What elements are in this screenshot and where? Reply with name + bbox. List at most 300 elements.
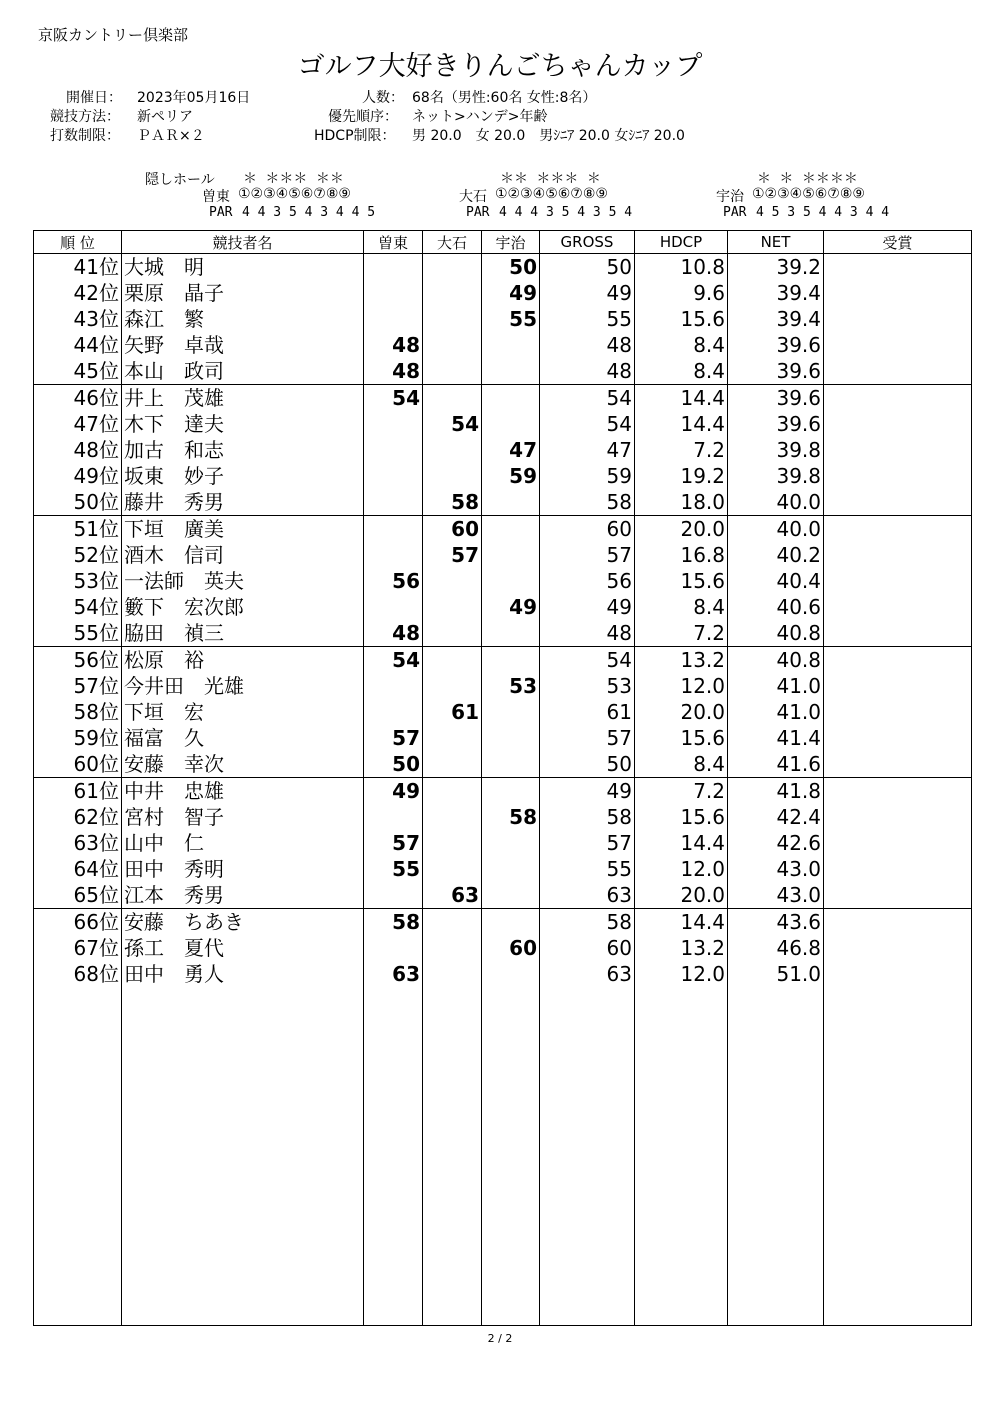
award-cell	[824, 568, 972, 594]
net-cell: 43.6	[728, 909, 824, 936]
gross-cell: 49	[540, 594, 635, 620]
table-row	[34, 516, 972, 543]
gross-cell: 48	[540, 358, 635, 385]
sotsuka-score-cell	[364, 489, 423, 516]
gross-cell: 50	[540, 254, 635, 281]
award-cell	[824, 437, 972, 463]
net-cell: 40.8	[728, 620, 824, 647]
net-cell: 41.6	[728, 751, 824, 778]
rank-cell: 49位	[34, 463, 122, 489]
rank-cell: 59位	[34, 725, 122, 751]
sotsuka-score-cell: 63	[364, 961, 423, 987]
sotsuka-score-cell: 58	[364, 909, 423, 936]
uji-score-cell: 50	[482, 254, 540, 281]
hdcp-cell: 20.0	[635, 699, 728, 725]
rank-cell: 51位	[34, 516, 122, 543]
net-cell: 41.0	[728, 699, 824, 725]
table-row	[34, 699, 972, 725]
table-row	[34, 280, 972, 306]
oishi-score-cell	[423, 306, 482, 332]
table-row	[34, 463, 972, 489]
rank-cell: 52位	[34, 542, 122, 568]
name-cell: 栗原 晶子	[122, 280, 364, 306]
course-oishi-par: 4 4 4 3 5 4 3 5 4	[499, 205, 633, 220]
rank-cell: 64位	[34, 856, 122, 882]
award-cell	[824, 909, 972, 936]
sotsuka-score-cell: 57	[364, 830, 423, 856]
net-cell: 43.0	[728, 856, 824, 882]
award-cell	[824, 882, 972, 909]
course-oishi-par-label: PAR	[466, 205, 490, 220]
uji-score-cell: 49	[482, 280, 540, 306]
net-cell: 41.0	[728, 673, 824, 699]
net-cell: 39.6	[728, 385, 824, 412]
hdcp-cell: 8.4	[635, 594, 728, 620]
name-cell: 下垣 廣美	[122, 516, 364, 543]
uji-score-cell	[482, 385, 540, 412]
uji-score-cell	[482, 516, 540, 543]
course-uji-par: 4 5 3 5 4 4 3 4 4	[756, 205, 890, 220]
net-cell: 42.6	[728, 830, 824, 856]
oishi-score-cell	[423, 725, 482, 751]
empty-cell	[635, 987, 728, 1326]
uji-score-cell	[482, 961, 540, 987]
name-cell: 下垣 宏	[122, 699, 364, 725]
gross-cell: 49	[540, 778, 635, 805]
hdcp-cell: 14.4	[635, 385, 728, 412]
rank-cell: 50位	[34, 489, 122, 516]
hdcp-cell: 8.4	[635, 332, 728, 358]
oishi-score-cell	[423, 385, 482, 412]
table-row	[34, 489, 972, 516]
rank-cell: 56位	[34, 647, 122, 674]
gross-cell: 58	[540, 804, 635, 830]
name-cell: 本山 政司	[122, 358, 364, 385]
net-cell: 40.0	[728, 516, 824, 543]
oishi-score-cell	[423, 673, 482, 699]
award-cell	[824, 620, 972, 647]
hdcp-cell: 12.0	[635, 673, 728, 699]
net-cell: 39.8	[728, 463, 824, 489]
date-value: 2023年05月16日	[137, 90, 251, 106]
gross-cell: 48	[540, 620, 635, 647]
award-cell	[824, 961, 972, 987]
method-value: 新ペリア	[137, 109, 193, 125]
hdcp-cell: 20.0	[635, 516, 728, 543]
rank-cell: 67位	[34, 935, 122, 961]
sotsuka-score-cell: 48	[364, 358, 423, 385]
award-cell	[824, 594, 972, 620]
page-title: ゴルフ大好きりんごちゃんカップ	[297, 51, 703, 82]
name-cell: 森江 繁	[122, 306, 364, 332]
name-cell: 木下 達夫	[122, 411, 364, 437]
empty-filler-row	[34, 987, 972, 1326]
gross-cell: 56	[540, 568, 635, 594]
hdcp-cell: 15.6	[635, 568, 728, 594]
hdcp-cell: 13.2	[635, 935, 728, 961]
hdcp-cell: 18.0	[635, 489, 728, 516]
award-cell	[824, 647, 972, 674]
sotsuka-score-cell	[364, 699, 423, 725]
award-cell	[824, 699, 972, 725]
gross-cell: 61	[540, 699, 635, 725]
uji-score-cell	[482, 332, 540, 358]
gross-cell: 63	[540, 882, 635, 909]
limit-label: 打数制限：	[50, 128, 120, 144]
award-cell	[824, 254, 972, 281]
rank-cell: 54位	[34, 594, 122, 620]
award-cell	[824, 751, 972, 778]
award-cell	[824, 280, 972, 306]
date-label: 開催日：	[66, 90, 122, 106]
table-row	[34, 332, 972, 358]
oishi-score-cell	[423, 568, 482, 594]
award-cell	[824, 489, 972, 516]
net-cell: 41.8	[728, 778, 824, 805]
oishi-score-cell: 57	[423, 542, 482, 568]
oishi-score-cell	[423, 909, 482, 936]
award-cell	[824, 935, 972, 961]
course-sotsuka-par: 4 4 3 5 4 3 4 4 5	[242, 205, 376, 220]
empty-cell	[728, 987, 824, 1326]
hdcp-limit-label: HDCP制限：	[314, 128, 396, 144]
net-cell: 39.4	[728, 306, 824, 332]
sotsuka-score-cell	[364, 411, 423, 437]
net-cell: 39.2	[728, 254, 824, 281]
name-cell: 酒木 信司	[122, 542, 364, 568]
hdcp-cell: 14.4	[635, 909, 728, 936]
gross-cell: 60	[540, 516, 635, 543]
name-cell: 孫工 夏代	[122, 935, 364, 961]
table-row	[34, 882, 972, 909]
club-name: 京阪カントリー倶楽部	[38, 26, 189, 44]
award-cell	[824, 830, 972, 856]
uji-score-cell	[482, 542, 540, 568]
name-cell: 福富 久	[122, 725, 364, 751]
name-cell: 籔下 宏次郎	[122, 594, 364, 620]
hdcp-limit-value: 男 20.0 女 20.0 男ｼﾆｱ 20.0 女ｼﾆｱ 20.0	[412, 128, 685, 144]
table-header-row	[34, 231, 972, 254]
award-cell	[824, 542, 972, 568]
table-row	[34, 620, 972, 647]
course-uji-par-label: PAR	[723, 205, 747, 220]
uji-score-cell: 60	[482, 935, 540, 961]
table-row	[34, 856, 972, 882]
results-table	[33, 230, 972, 1326]
gross-cell: 63	[540, 961, 635, 987]
table-row	[34, 751, 972, 778]
uji-score-cell	[482, 778, 540, 805]
oishi-score-cell	[423, 332, 482, 358]
table-row	[34, 673, 972, 699]
sotsuka-score-cell: 50	[364, 751, 423, 778]
name-cell: 矢野 卓哉	[122, 332, 364, 358]
hdcp-cell: 16.8	[635, 542, 728, 568]
oishi-score-cell	[423, 437, 482, 463]
table-row	[34, 830, 972, 856]
course-uji-holes: ①②③④⑤⑥⑦⑧⑨	[752, 186, 865, 202]
net-cell: 42.4	[728, 804, 824, 830]
oishi-score-cell	[423, 830, 482, 856]
uji-score-cell	[482, 411, 540, 437]
table-row	[34, 594, 972, 620]
oishi-score-cell	[423, 961, 482, 987]
gross-cell: 55	[540, 306, 635, 332]
hdcp-cell: 10.8	[635, 254, 728, 281]
header-sotsuka: 曽東	[364, 231, 423, 254]
hdcp-cell: 7.2	[635, 620, 728, 647]
table-row	[34, 961, 972, 987]
name-cell: 藤井 秀男	[122, 489, 364, 516]
gross-cell: 60	[540, 935, 635, 961]
table-row	[34, 935, 972, 961]
hdcp-cell: 12.0	[635, 961, 728, 987]
course-sotsuka-holes: ①②③④⑤⑥⑦⑧⑨	[238, 186, 351, 202]
gross-cell: 58	[540, 489, 635, 516]
rank-cell: 57位	[34, 673, 122, 699]
award-cell	[824, 778, 972, 805]
uji-score-cell	[482, 882, 540, 909]
name-cell: 脇田 禎三	[122, 620, 364, 647]
net-cell: 39.6	[728, 411, 824, 437]
name-cell: 中井 忠雄	[122, 778, 364, 805]
uji-score-cell	[482, 358, 540, 385]
gross-cell: 48	[540, 332, 635, 358]
header-net: NET	[728, 231, 824, 254]
course-oishi-name: 大石	[459, 189, 487, 205]
rank-cell: 60位	[34, 751, 122, 778]
award-cell	[824, 332, 972, 358]
oishi-score-cell	[423, 620, 482, 647]
gross-cell: 53	[540, 673, 635, 699]
uji-score-cell	[482, 909, 540, 936]
net-cell: 39.6	[728, 358, 824, 385]
net-cell: 39.4	[728, 280, 824, 306]
gross-cell: 58	[540, 909, 635, 936]
rank-cell: 61位	[34, 778, 122, 805]
sotsuka-score-cell	[364, 673, 423, 699]
header-award: 受賞	[824, 231, 972, 254]
name-cell: 大城 明	[122, 254, 364, 281]
method-label: 競技方法：	[50, 109, 120, 125]
header-name: 競技者名	[122, 231, 364, 254]
empty-cell	[364, 987, 423, 1326]
hidden-hole-label: 隠しホール	[145, 172, 215, 188]
empty-cell	[540, 987, 635, 1326]
gross-cell: 54	[540, 647, 635, 674]
hdcp-cell: 15.6	[635, 725, 728, 751]
oishi-score-cell	[423, 254, 482, 281]
table-row	[34, 725, 972, 751]
oishi-score-cell: 58	[423, 489, 482, 516]
name-cell: 安藤 幸次	[122, 751, 364, 778]
oishi-score-cell	[423, 647, 482, 674]
gross-cell: 47	[540, 437, 635, 463]
oishi-score-cell	[423, 280, 482, 306]
sotsuka-score-cell	[364, 306, 423, 332]
net-cell: 39.6	[728, 332, 824, 358]
rank-cell: 58位	[34, 699, 122, 725]
table-row	[34, 542, 972, 568]
award-cell	[824, 411, 972, 437]
table-row	[34, 306, 972, 332]
hdcp-cell: 15.6	[635, 804, 728, 830]
name-cell: 安藤 ちあき	[122, 909, 364, 936]
empty-cell	[824, 987, 972, 1326]
rank-cell: 65位	[34, 882, 122, 909]
uji-score-cell	[482, 830, 540, 856]
rank-cell: 55位	[34, 620, 122, 647]
name-cell: 山中 仁	[122, 830, 364, 856]
gross-cell: 54	[540, 385, 635, 412]
award-cell	[824, 385, 972, 412]
rank-cell: 47位	[34, 411, 122, 437]
uji-score-cell	[482, 489, 540, 516]
rank-cell: 66位	[34, 909, 122, 936]
sotsuka-score-cell	[364, 463, 423, 489]
rank-cell: 62位	[34, 804, 122, 830]
oishi-score-cell	[423, 751, 482, 778]
table-row	[34, 358, 972, 385]
rank-cell: 44位	[34, 332, 122, 358]
gross-cell: 57	[540, 725, 635, 751]
limit-value: ＰＡＲ×２	[137, 128, 205, 144]
header-hdcp: HDCP	[635, 231, 728, 254]
name-cell: 一法師 英夫	[122, 568, 364, 594]
sotsuka-score-cell	[364, 882, 423, 909]
uji-score-cell: 58	[482, 804, 540, 830]
course-sotsuka-name: 曽東	[202, 189, 230, 205]
award-cell	[824, 804, 972, 830]
empty-cell	[122, 987, 364, 1326]
hdcp-cell: 9.6	[635, 280, 728, 306]
rank-cell: 63位	[34, 830, 122, 856]
name-cell: 今井田 光雄	[122, 673, 364, 699]
oishi-score-cell: 60	[423, 516, 482, 543]
uji-score-cell	[482, 699, 540, 725]
sotsuka-score-cell	[364, 542, 423, 568]
page-number: 2 / 2	[487, 1332, 513, 1345]
gross-cell: 49	[540, 280, 635, 306]
rank-cell: 43位	[34, 306, 122, 332]
uji-score-cell	[482, 620, 540, 647]
sotsuka-score-cell	[364, 935, 423, 961]
header-gross: GROSS	[540, 231, 635, 254]
award-cell	[824, 673, 972, 699]
sotsuka-score-cell	[364, 437, 423, 463]
name-cell: 坂東 妙子	[122, 463, 364, 489]
oishi-score-cell	[423, 778, 482, 805]
course-uji-name: 宇治	[716, 189, 744, 205]
table-row	[34, 411, 972, 437]
gross-cell: 54	[540, 411, 635, 437]
sotsuka-score-cell: 57	[364, 725, 423, 751]
sotsuka-score-cell: 48	[364, 620, 423, 647]
uji-score-cell	[482, 751, 540, 778]
rank-cell: 41位	[34, 254, 122, 281]
table-row	[34, 568, 972, 594]
name-cell: 田中 勇人	[122, 961, 364, 987]
header-rank: 順 位	[34, 231, 122, 254]
oishi-score-cell	[423, 463, 482, 489]
empty-cell	[34, 987, 122, 1326]
uji-score-cell: 53	[482, 673, 540, 699]
rank-cell: 48位	[34, 437, 122, 463]
priority-value: ネット>ハンデ>年齢	[412, 109, 548, 125]
table-row	[34, 778, 972, 805]
uji-score-cell: 47	[482, 437, 540, 463]
course-sotsuka-par-label: PAR	[209, 205, 233, 220]
net-cell: 40.4	[728, 568, 824, 594]
gross-cell: 57	[540, 542, 635, 568]
hdcp-cell: 8.4	[635, 751, 728, 778]
table-row	[34, 437, 972, 463]
award-cell	[824, 463, 972, 489]
uji-score-cell: 55	[482, 306, 540, 332]
empty-cell	[482, 987, 540, 1326]
net-cell: 51.0	[728, 961, 824, 987]
oishi-score-cell: 63	[423, 882, 482, 909]
gross-cell: 50	[540, 751, 635, 778]
uji-score-cell	[482, 725, 540, 751]
oishi-score-cell	[423, 594, 482, 620]
hdcp-cell: 15.6	[635, 306, 728, 332]
hdcp-cell: 7.2	[635, 778, 728, 805]
table-row	[34, 254, 972, 281]
hdcp-cell: 8.4	[635, 358, 728, 385]
name-cell: 江本 秀男	[122, 882, 364, 909]
people-value: 68名（男性:60名 女性:8名）	[412, 90, 597, 106]
oishi-score-cell	[423, 358, 482, 385]
oishi-score-cell	[423, 804, 482, 830]
empty-cell	[423, 987, 482, 1326]
table-row	[34, 647, 972, 674]
table-row	[34, 385, 972, 412]
uji-score-cell: 59	[482, 463, 540, 489]
hdcp-cell: 12.0	[635, 856, 728, 882]
sotsuka-score-cell: 56	[364, 568, 423, 594]
award-cell	[824, 306, 972, 332]
header-oishi: 大石	[423, 231, 482, 254]
award-cell	[824, 725, 972, 751]
uji-score-cell	[482, 856, 540, 882]
rank-cell: 42位	[34, 280, 122, 306]
net-cell: 43.0	[728, 882, 824, 909]
header-uji: 宇治	[482, 231, 540, 254]
hdcp-cell: 14.4	[635, 411, 728, 437]
table-row	[34, 804, 972, 830]
name-cell: 田中 秀明	[122, 856, 364, 882]
rank-cell: 45位	[34, 358, 122, 385]
hidden-marks-uji: ＊ ＊ ＊＊＊＊	[757, 171, 858, 187]
oishi-score-cell: 54	[423, 411, 482, 437]
award-cell	[824, 516, 972, 543]
net-cell: 39.8	[728, 437, 824, 463]
hdcp-cell: 7.2	[635, 437, 728, 463]
rank-cell: 53位	[34, 568, 122, 594]
sotsuka-score-cell: 55	[364, 856, 423, 882]
name-cell: 宮村 智子	[122, 804, 364, 830]
sotsuka-score-cell	[364, 594, 423, 620]
rank-cell: 68位	[34, 961, 122, 987]
rank-cell: 46位	[34, 385, 122, 412]
award-cell	[824, 358, 972, 385]
net-cell: 46.8	[728, 935, 824, 961]
sotsuka-score-cell	[364, 254, 423, 281]
hidden-marks-oishi: ＊＊ ＊＊＊ ＊	[500, 171, 601, 187]
award-cell	[824, 856, 972, 882]
oishi-score-cell	[423, 856, 482, 882]
